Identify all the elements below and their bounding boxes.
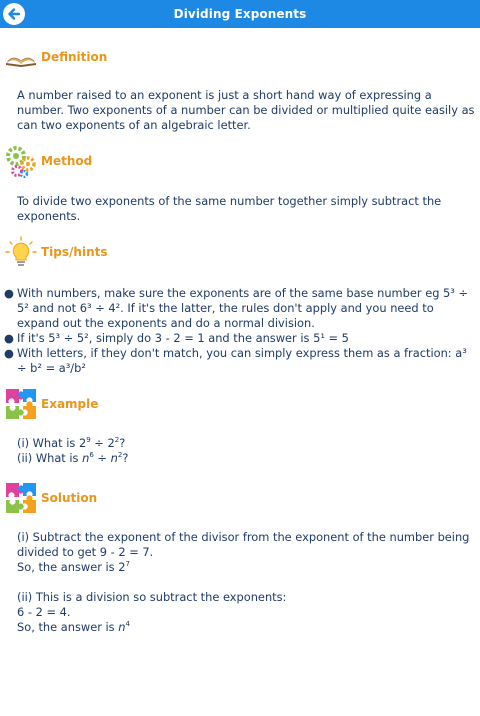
tips-title: Tips/hints [41, 245, 108, 259]
method-header [4, 144, 92, 178]
definition-title: Definition [41, 50, 108, 64]
example-question-1: (i) What is $2^9 \div 2^2$? [17, 436, 126, 450]
example-question-2: (ii) What is $n^6 \div n^2$? [17, 451, 129, 465]
method-title: Method [41, 154, 93, 168]
open-book-icon [4, 40, 38, 74]
example-text [17, 436, 475, 466]
method-text: To divide two exponents of the same number together simply subtract the exponents. [17, 194, 442, 223]
solution-title: Solution [41, 491, 98, 505]
list-item: ● With numbers, make sure the exponents are of the same base number eg 5³ ÷ 5² and not 6³ ÷ 4². If it's the latter, the rules don't apply and you need to expand out the exponents and do a normal division. [4, 286, 469, 330]
back-arrow-icon [7, 7, 21, 21]
page-title: Dividing Exponents [173, 7, 307, 21]
tips-list [0, 286, 476, 376]
header-bar [0, 0, 480, 28]
definition-text: A number raised to an exponent is just a short hand way of expressing a number. Two exponents of a number can be divided or multiplied quite easily as can two exponents of an algebraic letter. [17, 88, 475, 132]
puzzle-icon [4, 387, 38, 421]
solution-text: (i) Subtract the exponent of the divisor from the exponent of the number being divided to get 9 - 2 = 7. So, the answer is $2^7$ (ii) This is a division so subtract the exponents: 6 - 2 = 4. So, the answer is $n^4$ [17, 530, 470, 634]
example-title: Example [41, 397, 99, 411]
lightbulb-icon [4, 235, 38, 269]
puzzle-icon [4, 481, 38, 515]
list-item: ● If it's 5³ ÷ 5², simply do 3 - 2 = 1 and the answer is 5¹ = 5 [4, 331, 349, 345]
tips-header [4, 235, 108, 269]
list-item: ● With letters, if they don't match, you can simply express them as a fraction: a³ ÷ b² = a³/b² [4, 346, 467, 375]
example-header [4, 387, 98, 421]
solution-header [4, 481, 97, 515]
definition-header [4, 40, 107, 74]
gears-icon [4, 144, 38, 178]
back-button[interactable] [3, 3, 25, 25]
